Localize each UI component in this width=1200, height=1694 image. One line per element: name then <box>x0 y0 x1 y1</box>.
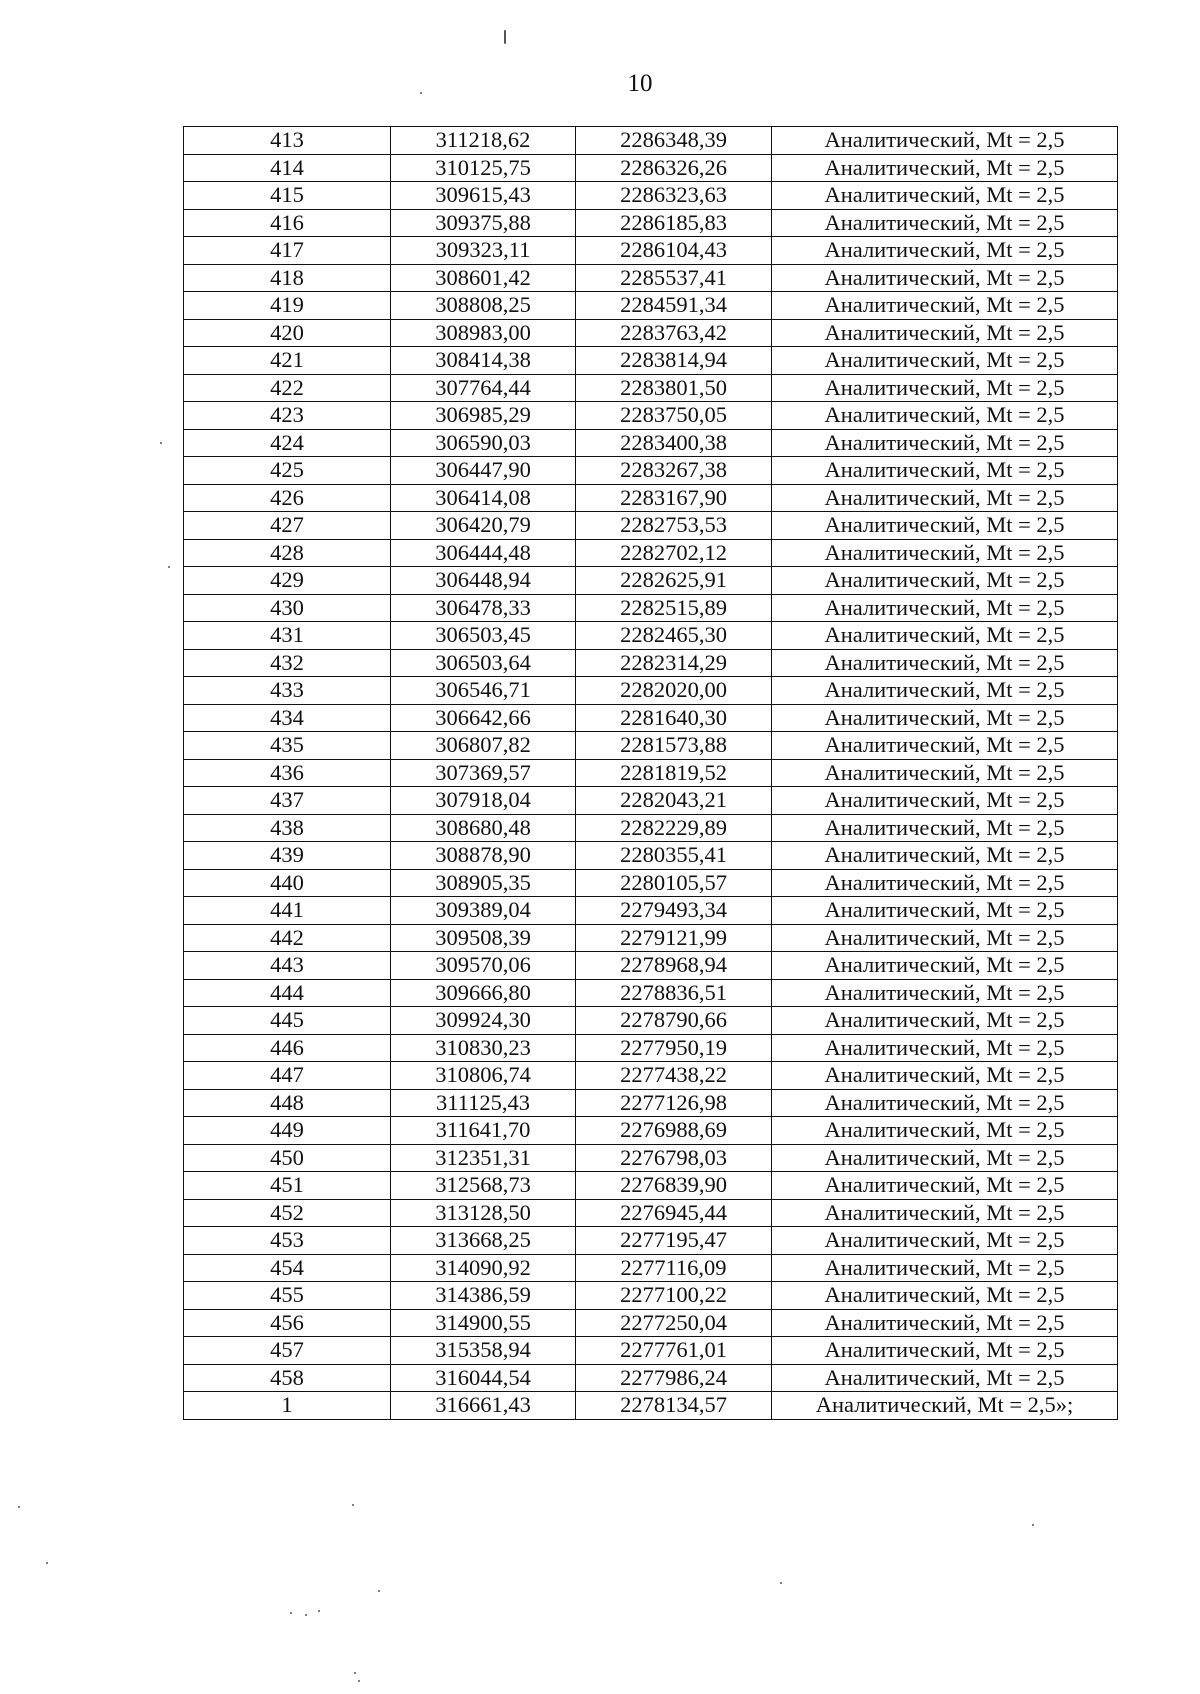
x-coordinate-cell: 306590,03 <box>391 429 576 457</box>
x-coordinate-cell: 314090,92 <box>391 1254 576 1282</box>
table-row <box>184 1062 1118 1090</box>
table-row <box>184 237 1118 265</box>
method-cell: Аналитический, Mt = 2,5 <box>772 732 1118 760</box>
x-coordinate-cell: 306478,33 <box>391 594 576 622</box>
y-coordinate-cell: 2278836,51 <box>576 979 772 1007</box>
x-coordinate-cell: 313128,50 <box>391 1199 576 1227</box>
method-cell: Аналитический, Mt = 2,5 <box>772 622 1118 650</box>
y-coordinate-cell: 2277126,98 <box>576 1089 772 1117</box>
x-coordinate-cell: 306420,79 <box>391 512 576 540</box>
x-coordinate-cell: 308905,35 <box>391 869 576 897</box>
method-cell: Аналитический, Mt = 2,5 <box>772 1227 1118 1255</box>
method-cell: Аналитический, Mt = 2,5 <box>772 1309 1118 1337</box>
point-number-cell: 421 <box>184 347 391 375</box>
x-coordinate-cell: 316044,54 <box>391 1364 576 1392</box>
y-coordinate-cell: 2282465,30 <box>576 622 772 650</box>
method-cell: Аналитический, Mt = 2,5 <box>772 127 1118 155</box>
table-row <box>184 979 1118 1007</box>
table-row <box>184 704 1118 732</box>
method-cell: Аналитический, Mt = 2,5 <box>772 649 1118 677</box>
table-row <box>184 457 1118 485</box>
x-coordinate-cell: 309508,39 <box>391 924 576 952</box>
method-cell: Аналитический, Mt = 2,5 <box>772 484 1118 512</box>
point-number-cell: 454 <box>184 1254 391 1282</box>
method-cell: Аналитический, Mt = 2,5 <box>772 787 1118 815</box>
method-cell: Аналитический, Mt = 2,5 <box>772 842 1118 870</box>
y-coordinate-cell: 2280105,57 <box>576 869 772 897</box>
x-coordinate-cell: 306985,29 <box>391 402 576 430</box>
point-number-cell: 426 <box>184 484 391 512</box>
point-number-cell: 420 <box>184 319 391 347</box>
point-number-cell: 437 <box>184 787 391 815</box>
table-row <box>184 209 1118 237</box>
y-coordinate-cell: 2286348,39 <box>576 127 772 155</box>
method-cell: Аналитический, Mt = 2,5 <box>772 952 1118 980</box>
method-cell: Аналитический, Mt = 2,5 <box>772 182 1118 210</box>
x-coordinate-cell: 306503,64 <box>391 649 576 677</box>
y-coordinate-cell: 2280355,41 <box>576 842 772 870</box>
table-row <box>184 429 1118 457</box>
method-cell: Аналитический, Mt = 2,5 <box>772 979 1118 1007</box>
y-coordinate-cell: 2281573,88 <box>576 732 772 760</box>
x-coordinate-cell: 313668,25 <box>391 1227 576 1255</box>
x-coordinate-cell: 306807,82 <box>391 732 576 760</box>
x-coordinate-cell: 311641,70 <box>391 1117 576 1145</box>
y-coordinate-cell: 2286326,26 <box>576 154 772 182</box>
method-cell: Аналитический, Mt = 2,5 <box>772 1117 1118 1145</box>
method-cell: Аналитический, Mt = 2,5 <box>772 264 1118 292</box>
x-coordinate-cell: 309323,11 <box>391 237 576 265</box>
y-coordinate-cell: 2285537,41 <box>576 264 772 292</box>
method-cell: Аналитический, Mt = 2,5 <box>772 677 1118 705</box>
method-cell: Аналитический, Mt = 2,5 <box>772 429 1118 457</box>
method-cell: Аналитический, Mt = 2,5 <box>772 759 1118 787</box>
point-number-cell: 456 <box>184 1309 391 1337</box>
y-coordinate-cell: 2282020,00 <box>576 677 772 705</box>
y-coordinate-cell: 2281640,30 <box>576 704 772 732</box>
table-row <box>184 1089 1118 1117</box>
scan-speck <box>318 1610 320 1612</box>
table-row <box>184 402 1118 430</box>
table-row <box>184 1254 1118 1282</box>
table-row <box>184 567 1118 595</box>
method-cell: Аналитический, Mt = 2,5 <box>772 1172 1118 1200</box>
point-number-cell: 443 <box>184 952 391 980</box>
point-number-cell: 435 <box>184 732 391 760</box>
table-row <box>184 677 1118 705</box>
y-coordinate-cell: 2286185,83 <box>576 209 772 237</box>
table-row <box>184 512 1118 540</box>
y-coordinate-cell: 2283801,50 <box>576 374 772 402</box>
point-number-cell: 441 <box>184 897 391 925</box>
x-coordinate-cell: 306444,48 <box>391 539 576 567</box>
coordinates-table <box>183 126 1118 1420</box>
point-number-cell: 429 <box>184 567 391 595</box>
y-coordinate-cell: 2277195,47 <box>576 1227 772 1255</box>
point-number-cell: 439 <box>184 842 391 870</box>
y-coordinate-cell: 2282753,53 <box>576 512 772 540</box>
point-number-cell: 428 <box>184 539 391 567</box>
method-cell: Аналитический, Mt = 2,5 <box>772 567 1118 595</box>
y-coordinate-cell: 2277250,04 <box>576 1309 772 1337</box>
x-coordinate-cell: 306503,45 <box>391 622 576 650</box>
y-coordinate-cell: 2278134,57 <box>576 1392 772 1420</box>
point-number-cell: 417 <box>184 237 391 265</box>
table-row <box>184 264 1118 292</box>
method-cell: Аналитический, Mt = 2,5 <box>772 512 1118 540</box>
table-row <box>184 952 1118 980</box>
scan-speck <box>358 1680 360 1682</box>
x-coordinate-cell: 315358,94 <box>391 1337 576 1365</box>
table-row <box>184 1117 1118 1145</box>
method-cell: Аналитический, Mt = 2,5 <box>772 1282 1118 1310</box>
x-coordinate-cell: 308680,48 <box>391 814 576 842</box>
x-coordinate-cell: 306414,08 <box>391 484 576 512</box>
x-coordinate-cell: 310125,75 <box>391 154 576 182</box>
method-cell: Аналитический, Mt = 2,5 <box>772 1254 1118 1282</box>
point-number-cell: 431 <box>184 622 391 650</box>
table-row <box>184 484 1118 512</box>
point-number-cell: 446 <box>184 1034 391 1062</box>
table-row <box>184 154 1118 182</box>
x-coordinate-cell: 312568,73 <box>391 1172 576 1200</box>
method-cell: Аналитический, Mt = 2,5 <box>772 1364 1118 1392</box>
point-number-cell: 425 <box>184 457 391 485</box>
y-coordinate-cell: 2277100,22 <box>576 1282 772 1310</box>
point-number-cell: 433 <box>184 677 391 705</box>
x-coordinate-cell: 314900,55 <box>391 1309 576 1337</box>
method-cell: Аналитический, Mt = 2,5 <box>772 1337 1118 1365</box>
point-number-cell: 430 <box>184 594 391 622</box>
x-coordinate-cell: 316661,43 <box>391 1392 576 1420</box>
table-row <box>184 924 1118 952</box>
x-coordinate-cell: 307764,44 <box>391 374 576 402</box>
x-coordinate-cell: 311125,43 <box>391 1089 576 1117</box>
x-coordinate-cell: 312351,31 <box>391 1144 576 1172</box>
table-row <box>184 1364 1118 1392</box>
y-coordinate-cell: 2282515,89 <box>576 594 772 622</box>
point-number-cell: 434 <box>184 704 391 732</box>
table-row <box>184 732 1118 760</box>
method-cell: Аналитический, Mt = 2,5 <box>772 814 1118 842</box>
table-row <box>184 182 1118 210</box>
y-coordinate-cell: 2276945,44 <box>576 1199 772 1227</box>
table-row <box>184 759 1118 787</box>
y-coordinate-cell: 2277950,19 <box>576 1034 772 1062</box>
table-row <box>184 1337 1118 1365</box>
page-number: 10 <box>627 70 653 97</box>
point-number-cell: 457 <box>184 1337 391 1365</box>
table-row <box>184 1034 1118 1062</box>
point-number-cell: 444 <box>184 979 391 1007</box>
x-coordinate-cell: 309666,80 <box>391 979 576 1007</box>
table-row <box>184 649 1118 677</box>
x-coordinate-cell: 308414,38 <box>391 347 576 375</box>
y-coordinate-cell: 2283267,38 <box>576 457 772 485</box>
x-coordinate-cell: 308983,00 <box>391 319 576 347</box>
point-number-cell: 414 <box>184 154 391 182</box>
method-cell: Аналитический, Mt = 2,5 <box>772 539 1118 567</box>
method-cell: Аналитический, Mt = 2,5»; <box>772 1392 1118 1420</box>
y-coordinate-cell: 2277986,24 <box>576 1364 772 1392</box>
scan-speck <box>1032 1524 1034 1526</box>
x-coordinate-cell: 306642,66 <box>391 704 576 732</box>
point-number-cell: 418 <box>184 264 391 292</box>
method-cell: Аналитический, Mt = 2,5 <box>772 1062 1118 1090</box>
point-number-cell: 448 <box>184 1089 391 1117</box>
method-cell: Аналитический, Mt = 2,5 <box>772 237 1118 265</box>
method-cell: Аналитический, Mt = 2,5 <box>772 897 1118 925</box>
method-cell: Аналитический, Mt = 2,5 <box>772 1089 1118 1117</box>
point-number-cell: 451 <box>184 1172 391 1200</box>
y-coordinate-cell: 2276798,03 <box>576 1144 772 1172</box>
y-coordinate-cell: 2283750,05 <box>576 402 772 430</box>
method-cell: Аналитический, Mt = 2,5 <box>772 869 1118 897</box>
x-coordinate-cell: 311218,62 <box>391 127 576 155</box>
y-coordinate-cell: 2282314,29 <box>576 649 772 677</box>
table-row <box>184 1227 1118 1255</box>
table-row <box>184 539 1118 567</box>
y-coordinate-cell: 2286323,63 <box>576 182 772 210</box>
y-coordinate-cell: 2282229,89 <box>576 814 772 842</box>
method-cell: Аналитический, Mt = 2,5 <box>772 209 1118 237</box>
table-row <box>184 374 1118 402</box>
y-coordinate-cell: 2282043,21 <box>576 787 772 815</box>
table-row <box>184 869 1118 897</box>
point-number-cell: 450 <box>184 1144 391 1172</box>
table-row <box>184 292 1118 320</box>
method-cell: Аналитический, Mt = 2,5 <box>772 154 1118 182</box>
y-coordinate-cell: 2282625,91 <box>576 567 772 595</box>
x-coordinate-cell: 309570,06 <box>391 952 576 980</box>
method-cell: Аналитический, Mt = 2,5 <box>772 1144 1118 1172</box>
method-cell: Аналитический, Mt = 2,5 <box>772 402 1118 430</box>
table-row <box>184 1172 1118 1200</box>
scan-speck <box>46 1562 48 1564</box>
table-row <box>184 1144 1118 1172</box>
point-number-cell: 436 <box>184 759 391 787</box>
y-coordinate-cell: 2276988,69 <box>576 1117 772 1145</box>
point-number-cell: 458 <box>184 1364 391 1392</box>
x-coordinate-cell: 310830,23 <box>391 1034 576 1062</box>
coordinates-table-body <box>184 127 1118 1420</box>
y-coordinate-cell: 2281819,52 <box>576 759 772 787</box>
x-coordinate-cell: 310806,74 <box>391 1062 576 1090</box>
method-cell: Аналитический, Mt = 2,5 <box>772 347 1118 375</box>
x-coordinate-cell: 309924,30 <box>391 1007 576 1035</box>
point-number-cell: 447 <box>184 1062 391 1090</box>
point-number-cell: 453 <box>184 1227 391 1255</box>
y-coordinate-cell: 2279121,99 <box>576 924 772 952</box>
x-coordinate-cell: 308601,42 <box>391 264 576 292</box>
x-coordinate-cell: 309615,43 <box>391 182 576 210</box>
y-coordinate-cell: 2279493,34 <box>576 897 772 925</box>
x-coordinate-cell: 306447,90 <box>391 457 576 485</box>
table-row <box>184 1199 1118 1227</box>
scan-speck <box>160 442 162 444</box>
table-row <box>184 1282 1118 1310</box>
y-coordinate-cell: 2286104,43 <box>576 237 772 265</box>
x-coordinate-cell: 307918,04 <box>391 787 576 815</box>
scan-speck <box>290 1612 292 1614</box>
x-coordinate-cell: 309389,04 <box>391 897 576 925</box>
x-coordinate-cell: 307369,57 <box>391 759 576 787</box>
scan-speck <box>18 1506 20 1508</box>
table-row <box>184 1007 1118 1035</box>
point-number-cell: 415 <box>184 182 391 210</box>
scan-speck <box>780 1582 782 1584</box>
y-coordinate-cell: 2282702,12 <box>576 539 772 567</box>
scan-speck <box>305 1614 307 1616</box>
point-number-cell: 442 <box>184 924 391 952</box>
method-cell: Аналитический, Mt = 2,5 <box>772 924 1118 952</box>
method-cell: Аналитический, Mt = 2,5 <box>772 292 1118 320</box>
method-cell: Аналитический, Mt = 2,5 <box>772 1199 1118 1227</box>
table-row <box>184 594 1118 622</box>
y-coordinate-cell: 2276839,90 <box>576 1172 772 1200</box>
scan-speck <box>420 92 422 94</box>
point-number-cell: 424 <box>184 429 391 457</box>
x-coordinate-cell: 306546,71 <box>391 677 576 705</box>
point-number-cell: 432 <box>184 649 391 677</box>
method-cell: Аналитический, Mt = 2,5 <box>772 594 1118 622</box>
scan-speck <box>504 30 506 44</box>
point-number-cell: 438 <box>184 814 391 842</box>
table-row <box>184 127 1118 155</box>
method-cell: Аналитический, Mt = 2,5 <box>772 1034 1118 1062</box>
x-coordinate-cell: 314386,59 <box>391 1282 576 1310</box>
table-row <box>184 814 1118 842</box>
y-coordinate-cell: 2284591,34 <box>576 292 772 320</box>
x-coordinate-cell: 306448,94 <box>391 567 576 595</box>
y-coordinate-cell: 2283814,94 <box>576 347 772 375</box>
method-cell: Аналитический, Mt = 2,5 <box>772 374 1118 402</box>
point-number-cell: 445 <box>184 1007 391 1035</box>
y-coordinate-cell: 2283763,42 <box>576 319 772 347</box>
point-number-cell: 455 <box>184 1282 391 1310</box>
method-cell: Аналитический, Mt = 2,5 <box>772 704 1118 732</box>
table-row <box>184 319 1118 347</box>
table-row <box>184 1309 1118 1337</box>
y-coordinate-cell: 2283400,38 <box>576 429 772 457</box>
scan-speck <box>378 1590 380 1592</box>
method-cell: Аналитический, Mt = 2,5 <box>772 457 1118 485</box>
table-row <box>184 1392 1118 1420</box>
x-coordinate-cell: 309375,88 <box>391 209 576 237</box>
y-coordinate-cell: 2277761,01 <box>576 1337 772 1365</box>
table-row <box>184 787 1118 815</box>
y-coordinate-cell: 2283167,90 <box>576 484 772 512</box>
point-number-cell: 423 <box>184 402 391 430</box>
y-coordinate-cell: 2277116,09 <box>576 1254 772 1282</box>
point-number-cell: 413 <box>184 127 391 155</box>
y-coordinate-cell: 2278790,66 <box>576 1007 772 1035</box>
point-number-cell: 427 <box>184 512 391 540</box>
scan-speck <box>354 1672 356 1674</box>
point-number-cell: 452 <box>184 1199 391 1227</box>
scan-speck <box>168 566 170 568</box>
table-row <box>184 347 1118 375</box>
point-number-cell: 440 <box>184 869 391 897</box>
x-coordinate-cell: 308808,25 <box>391 292 576 320</box>
point-number-cell: 416 <box>184 209 391 237</box>
point-number-cell: 422 <box>184 374 391 402</box>
method-cell: Аналитический, Mt = 2,5 <box>772 319 1118 347</box>
table-row <box>184 622 1118 650</box>
x-coordinate-cell: 308878,90 <box>391 842 576 870</box>
point-number-cell: 1 <box>184 1392 391 1420</box>
scan-speck <box>352 1504 354 1506</box>
table-row <box>184 842 1118 870</box>
method-cell: Аналитический, Mt = 2,5 <box>772 1007 1118 1035</box>
y-coordinate-cell: 2277438,22 <box>576 1062 772 1090</box>
point-number-cell: 419 <box>184 292 391 320</box>
point-number-cell: 449 <box>184 1117 391 1145</box>
y-coordinate-cell: 2278968,94 <box>576 952 772 980</box>
table-row <box>184 897 1118 925</box>
